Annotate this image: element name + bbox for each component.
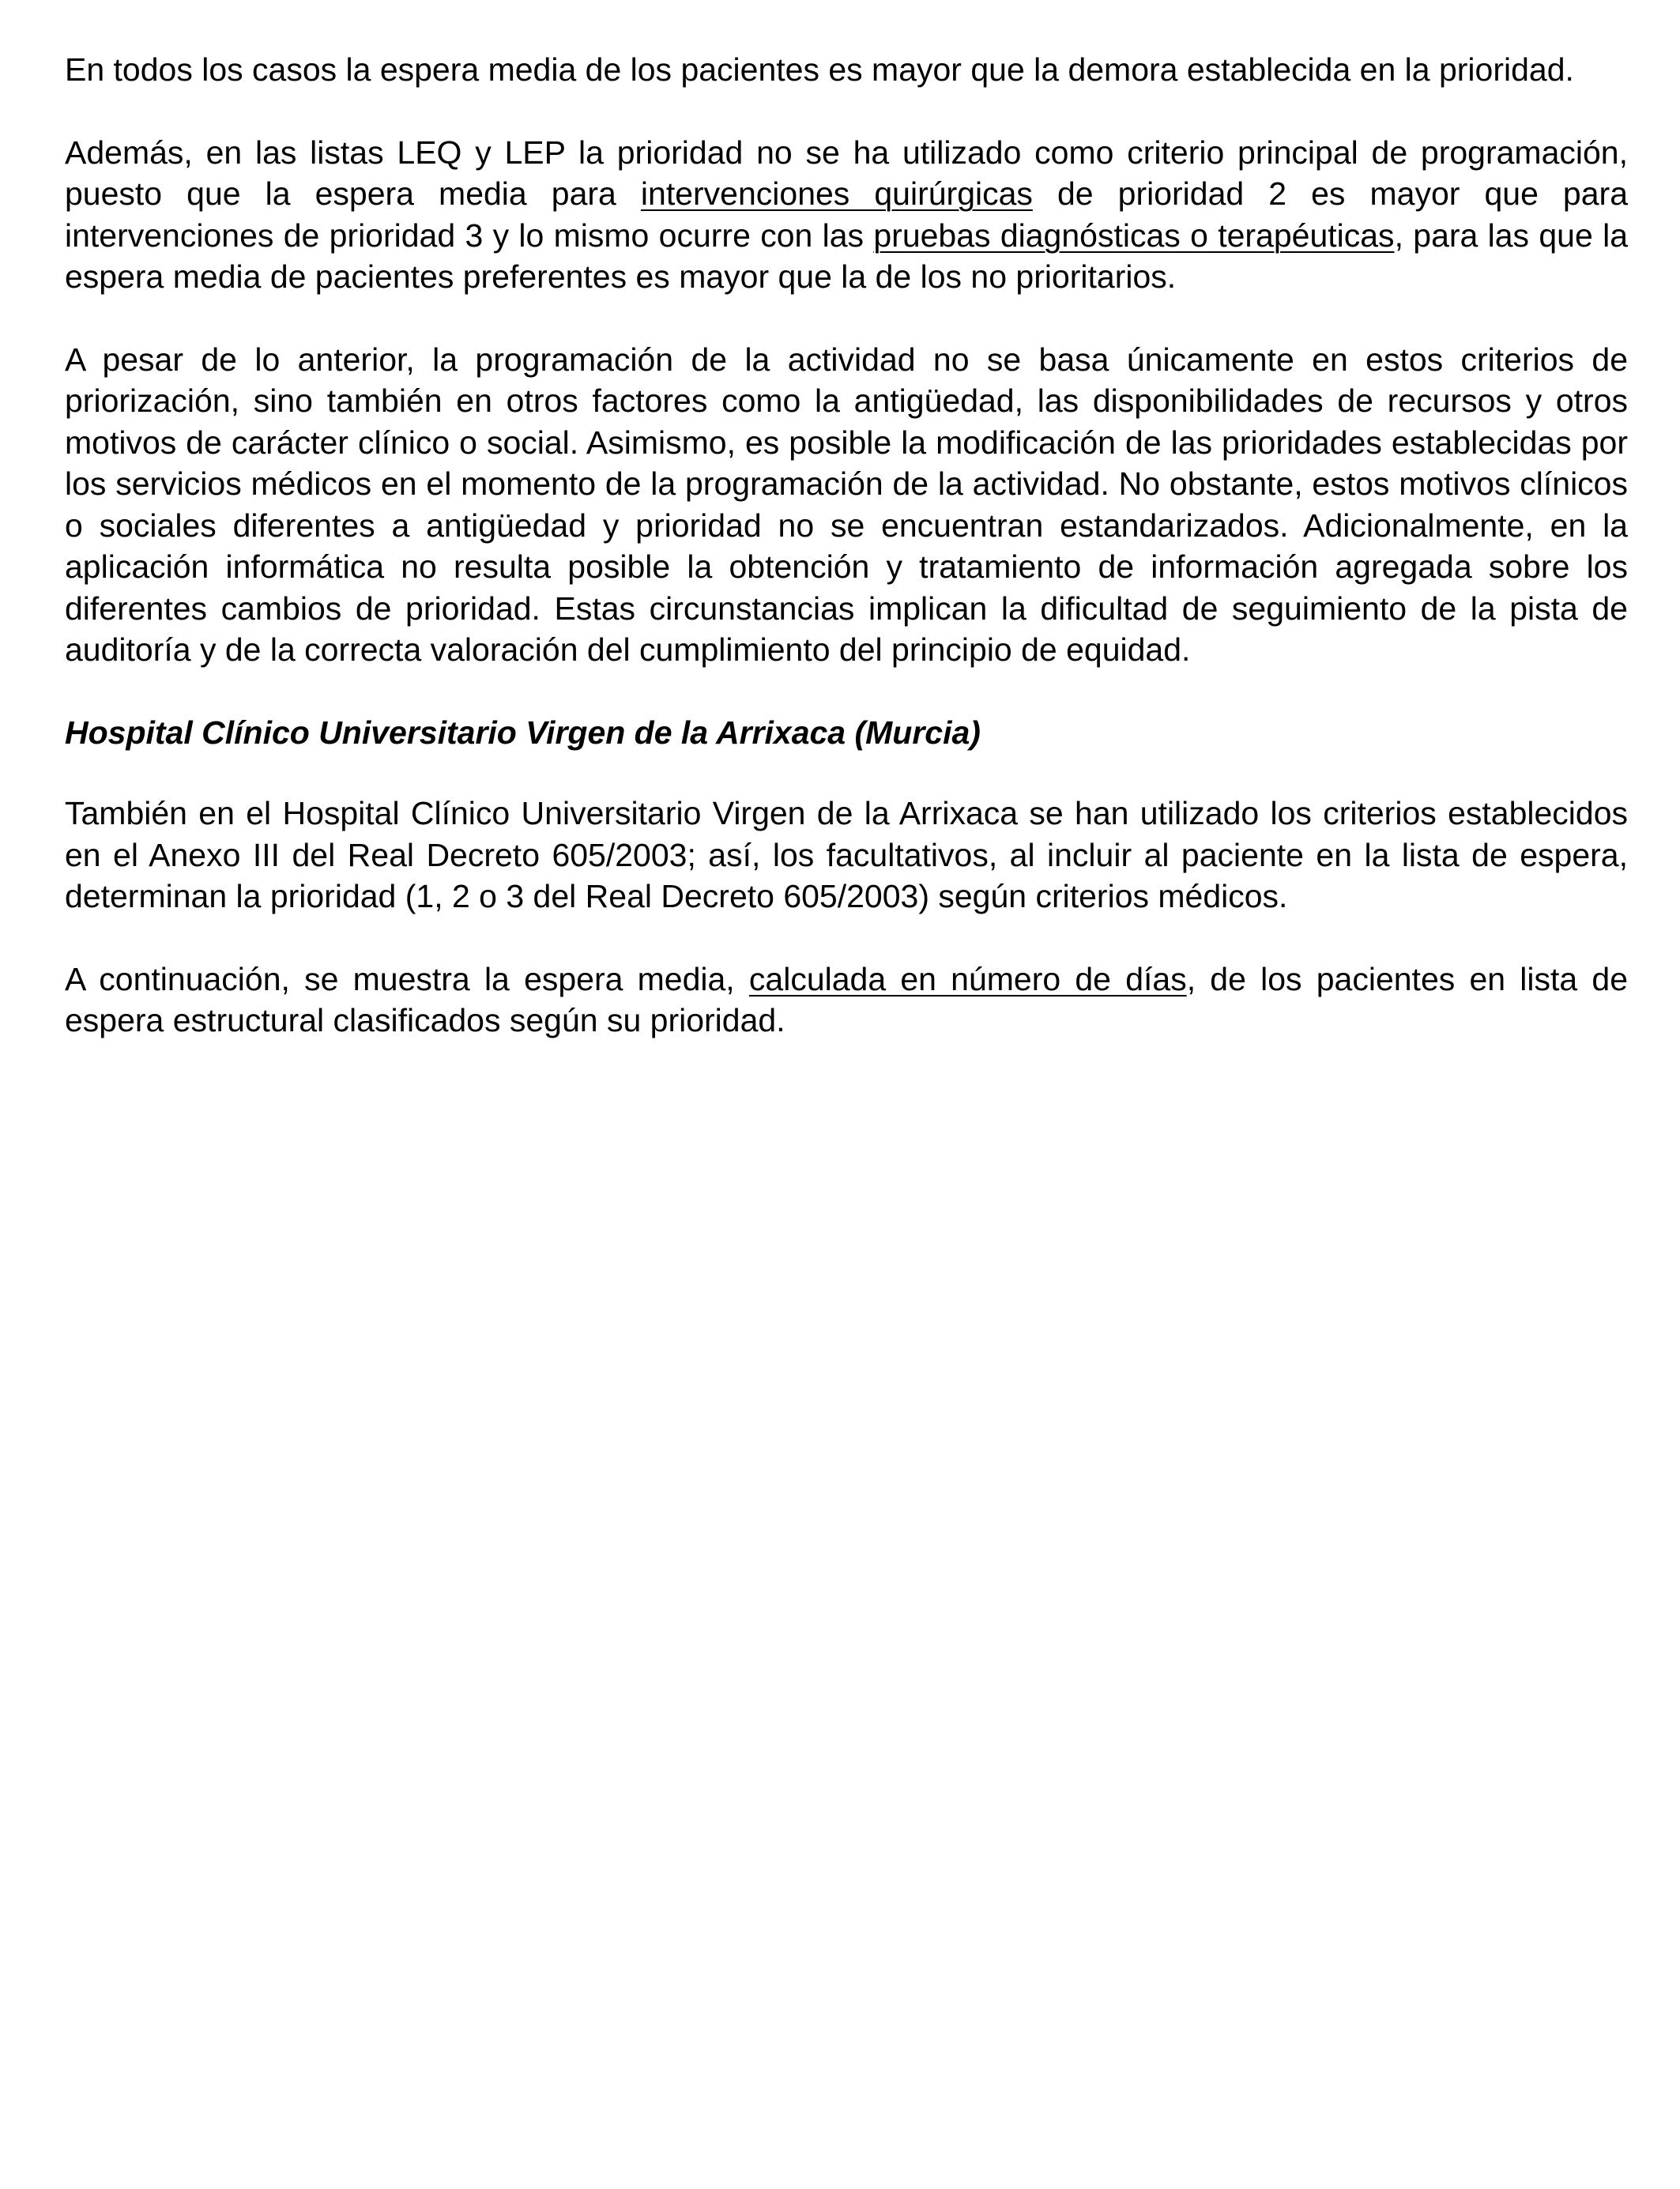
paragraph-prioridad-espera [65, 49, 1628, 91]
paragraph-text: Además, en las listas LEQ y LEP la prioridad no se ha utilizado como criterio principal de programación, puesto que la espera media para [65, 134, 1628, 212]
paragraph-text: , para las que la espera media de pacientes preferentes es mayor que la de los no prioritarios. [65, 217, 1629, 295]
underlined-term-intervenciones: intervenciones quirúrgicas [640, 175, 1033, 212]
paragraph-espera-media-dias [65, 959, 1628, 1042]
document-page [65, 49, 1628, 1083]
paragraph-text: de prioridad 2 es mayor que para intervenciones de prioridad 3 y lo mismo ocurre con las [65, 175, 1628, 254]
paragraph-programacion-actividad [65, 339, 1628, 671]
paragraph-text: En todos los casos la espera media de los pacientes es mayor que la demora establecida en la prioridad. [65, 51, 1574, 88]
paragraph-text: , de los pacientes en lista de espera estructural clasificados según su prioridad. [65, 960, 1628, 1038]
paragraph-text: A pesar de lo anterior, la programación de la actividad no se basa únicamente en estos criterios de priorización, sino también en otros factores como la antigüedad, las disponibilidades de recursos y otros motivos de carácter clínico o social. Asimismo, es posible la modificación de las prioridades establecidas por los servicios médicos en el momento de la programación de la actividad. No obstante, estos motivos clínicos o sociales diferentes a antigüedad y prioridad no se encuentran estandarizados. Adicionalmente, en la aplicación informática no resulta posible la obtención y tratamiento de información agregada sobre los diferentes cambios de prioridad. Estas circunstancias implican la dificultad de seguimiento de la pista de auditoría y de la correcta valoración del cumplimiento del principio de equidad. [65, 341, 1628, 668]
paragraph-listas-leq-lep [65, 132, 1628, 298]
underlined-term-pruebas: pruebas diagnósticas o terapéuticas [873, 217, 1395, 254]
paragraph-criterios-anexo [65, 793, 1628, 917]
heading-text: Hospital Clínico Universitario Virgen de la Arrixaca (Murcia) [65, 714, 981, 751]
section-heading-arrixaca [65, 712, 1628, 754]
paragraph-text: A continuación, se muestra la espera media, [65, 960, 749, 997]
paragraph-text: También en el Hospital Clínico Universitario Virgen de la Arrixaca se han utilizado los criterios establecidos en el Anexo III del Real Decreto 605/2003; así, los facultativos, al incluir al paciente en la lista de espera, determinan la prioridad (1, 2 o 3 del Real Decreto 605/2003) según criterios médicos. [65, 795, 1628, 914]
underlined-term-dias: calculada en número de días [748, 960, 1187, 997]
